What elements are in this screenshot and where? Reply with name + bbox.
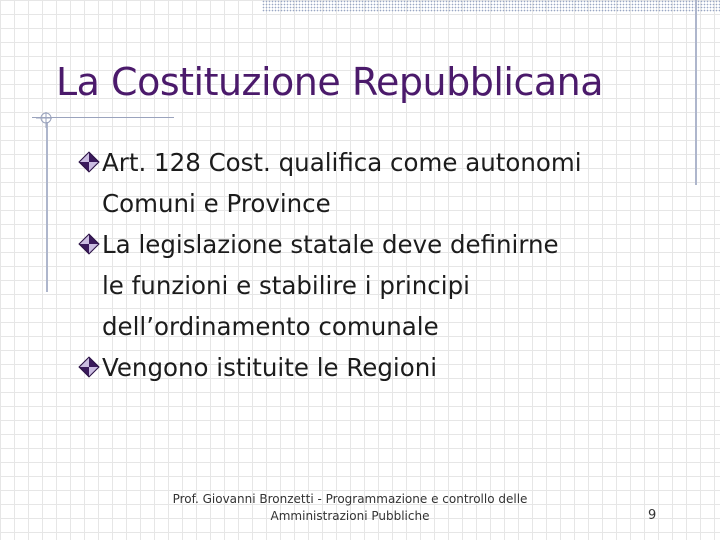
diamond-bullet-icon [78,233,100,255]
diamond-bullet-icon [78,151,100,173]
bullet-line: Art. 128 Cost. qualifica come autonomi [102,148,582,177]
diamond-bullet-icon [78,356,100,378]
bullet-line: Comuni e Province [102,189,331,218]
header-dotted-band [262,0,720,12]
bullet-line: dell’ordinamento comunale [102,312,439,341]
bullet-line: La legislazione statale deve definirne [102,230,559,259]
bullet-line: Vengono istituite le Regioni [102,353,438,382]
bullet-item [78,142,678,224]
bullet-list [78,142,678,388]
footer-line: Amministrazioni Pubbliche [270,509,430,523]
decorative-vertical-line-left [46,122,48,292]
bullet-item [78,224,678,347]
crosshair-icon [36,112,52,128]
bullet-line: le funzioni e stabilire i principi [102,271,470,300]
decorative-vertical-line-right [695,0,697,185]
title-underline [32,117,174,118]
page-number: 9 [648,508,657,523]
bullet-item [78,347,678,388]
footer [140,491,560,525]
footer-line: Prof. Giovanni Bronzetti - Programmazione e controllo delle [172,492,528,506]
slide-title: La Costituzione Repubblicana [56,60,604,104]
